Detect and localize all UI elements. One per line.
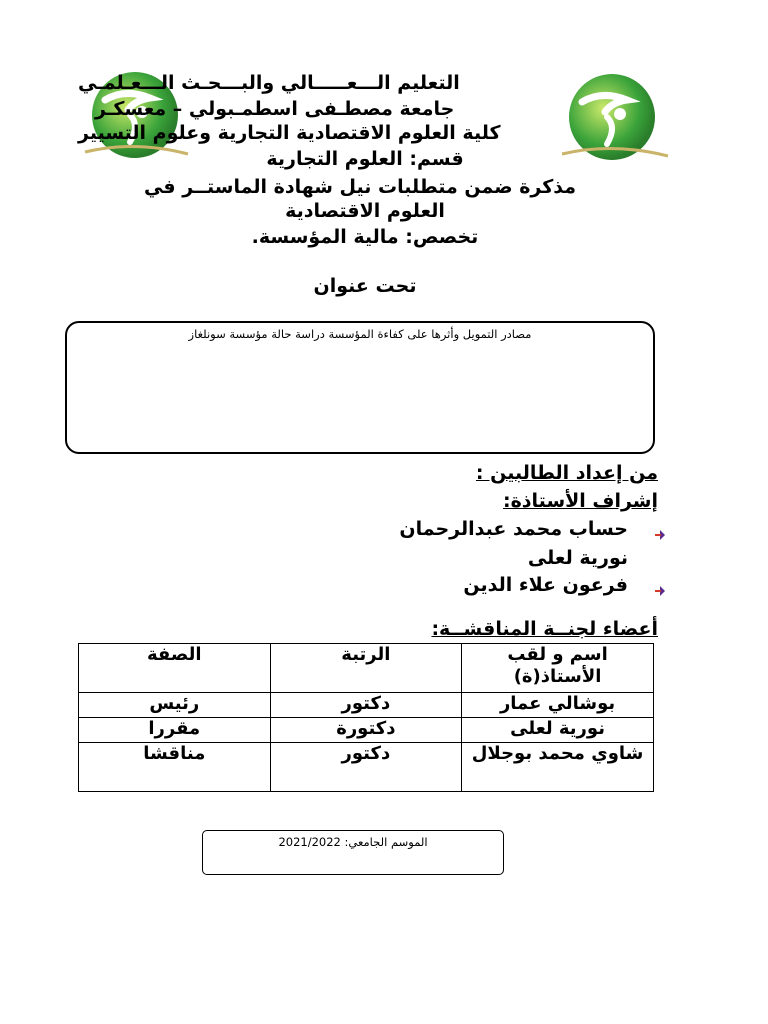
thesis-title-box (65, 321, 655, 454)
table-header-name: اسم و لقب الأستاذ(ة) (462, 644, 654, 693)
header-thesis-line: مذكرة ضمن متطلبات نيل شهادة الماستــر في (143, 176, 577, 198)
table-cell: رئيس (79, 693, 271, 718)
table-cell: دكتورة (270, 718, 462, 743)
header-faculty: كلية العلوم الاقتصادية التجارية وعلوم التسيير (78, 122, 501, 144)
table-row (79, 743, 654, 792)
table-cell: نورية لعلى (462, 718, 654, 743)
header-department: قسم: العلوم التجارية (266, 148, 464, 170)
committee-table (78, 643, 654, 792)
header-ministry: التعليم الـــعـــــالي والبـــحـث الـــعـلمـي (78, 72, 460, 94)
academic-year-box (202, 830, 504, 875)
table-header-role: الصفة (79, 644, 271, 693)
students-label: من إعداد الطالبين : (475, 462, 658, 484)
university-logo-icon-right (560, 72, 670, 162)
header-specialty: تخصص: مالية المؤسسة. (251, 226, 479, 248)
table-cell: بوشالي عمار (462, 693, 654, 718)
supervisor-name: نورية لعلى (527, 547, 628, 569)
header-university: جامعة مصطـفى اسطمـبولي – معسكـر (95, 98, 455, 120)
supervision-label: إشراف الأستاذة: (502, 490, 658, 512)
table-header-row (79, 644, 654, 693)
table-cell: دكتور (270, 743, 462, 792)
student-name-1: حساب محمد عبدالرحمان (399, 518, 628, 540)
arrow-bullet-icon (655, 530, 665, 540)
arrow-bullet-icon (655, 586, 665, 596)
table-cell: شاوي محمد بوجلال (462, 743, 654, 792)
committee-label: أعضاء لجنــة المناقشــة: (431, 618, 658, 640)
table-row (79, 718, 654, 743)
table-cell: مناقشا (79, 743, 271, 792)
title-label: تحت عنوان (313, 275, 417, 297)
student-name-2: فرعون علاء الدين (463, 574, 628, 596)
thesis-title: مصادر التمويل وأثرها على كفاءة المؤسسة دراسة حالة مؤسسة سونلغاز (188, 327, 532, 341)
table-row (79, 693, 654, 718)
academic-year: الموسم الجامعي: 2021/2022 (278, 835, 428, 849)
header-field: العلوم الاقتصادية (285, 200, 445, 222)
table-cell: مقررا (79, 718, 271, 743)
table-cell: دكتور (270, 693, 462, 718)
table-header-rank: الرتبة (270, 644, 462, 693)
